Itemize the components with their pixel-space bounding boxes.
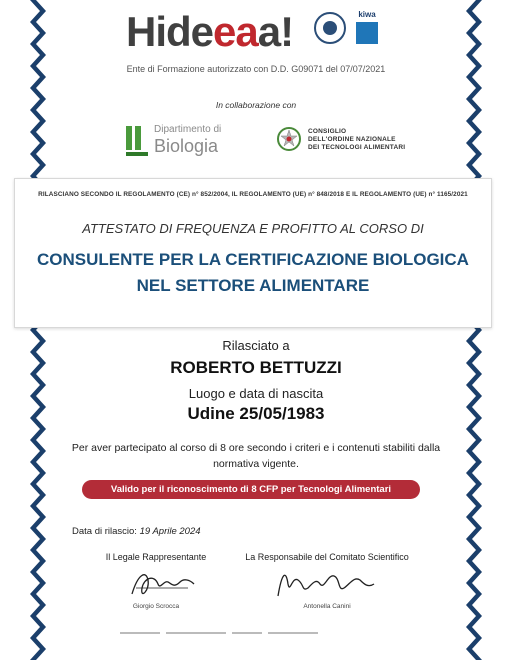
chevron-mark — [30, 528, 46, 550]
footer-text-partial — [120, 632, 370, 640]
course-title: CONSULENTE PER LA CERTIFICAZIONE BIOLOGICA NEL SETTORE ALIMENTARE — [37, 250, 469, 295]
chevron-mark — [30, 44, 46, 66]
chevron-mark — [30, 616, 46, 638]
chevron-mark — [466, 638, 482, 660]
chevron-mark — [30, 22, 46, 44]
chevron-mark — [466, 132, 482, 154]
chevron-mark — [466, 44, 482, 66]
chevron-mark — [466, 22, 482, 44]
attestation-heading: ATTESTATO DI FREQUENZA E PROFITTO AL CORSO DI — [82, 221, 424, 236]
chevron-mark — [30, 594, 46, 616]
chevron-mark — [30, 110, 46, 132]
chevron-mark — [30, 638, 46, 660]
signature-canini-image — [272, 566, 382, 602]
cfp-badge: Valido per il riconoscimento di 8 CFP per Tecnologi Alimentari — [82, 480, 420, 499]
chevron-mark — [466, 440, 482, 462]
signatory-name-scrocca: Giorgio Scrocca — [132, 603, 180, 610]
signatory-name-canini: Antonella Canini — [303, 603, 351, 610]
signature-scrocca-image — [128, 566, 200, 602]
scientific-committee-role: La Responsabile del Comitato Scientifico — [245, 552, 409, 562]
authorization-text: Ente di Formazione autorizzato con D.D. G09071 del 07/07/2021 — [126, 64, 386, 74]
regulations-text: RILASCIANO SECONDO IL REGOLAMENTO (CE) n° 852/2004, IL REGOLAMENTO (UE) n° 848/2018 E IL REGOLAMENTO (UE) n° 1165/2021 — [38, 191, 468, 198]
kiwa-label: kiwa — [358, 10, 376, 19]
biologia-mark-icon — [126, 126, 148, 156]
chevron-mark — [466, 528, 482, 550]
recipient-name: ROBERTO BETTUZZI — [170, 358, 342, 377]
chevron-mark — [466, 506, 482, 528]
chevron-mark — [466, 462, 482, 484]
chevron-mark — [30, 550, 46, 572]
chevron-mark — [30, 484, 46, 506]
kiwa-logo-icon — [356, 22, 378, 44]
chevron-mark — [466, 594, 482, 616]
chevron-mark — [466, 572, 482, 594]
chevron-mark — [30, 132, 46, 154]
issued-to-label: Rilasciato a — [222, 338, 290, 353]
birth-value: Udine 25/05/1983 — [187, 404, 325, 423]
chevron-mark — [466, 616, 482, 638]
chevron-mark — [30, 506, 46, 528]
accredia-seal-icon — [314, 12, 346, 44]
chevron-mark — [466, 110, 482, 132]
chevron-mark — [30, 572, 46, 594]
chevron-mark — [466, 484, 482, 506]
chevron-mark — [466, 154, 482, 176]
chevron-mark — [466, 0, 482, 22]
chevron-mark — [30, 462, 46, 484]
italian-emblem-icon — [276, 124, 302, 154]
chevron-mark — [466, 550, 482, 572]
chevron-mark — [30, 440, 46, 462]
chevron-mark — [30, 154, 46, 176]
legal-representative-role: Il Legale Rappresentante — [105, 552, 207, 562]
course-band — [14, 178, 492, 328]
hideea-logo: Hideeaa! — [126, 8, 294, 55]
birth-label: Luogo e data di nascita — [188, 386, 324, 401]
issue-date: Data di rilascio: 19 Aprile 2024 — [72, 526, 201, 537]
course-description: Per aver partecipato al corso di 8 ore secondo i criteri e i contenuti stabiliti dalla normativa vigente. — [71, 442, 441, 470]
chevron-mark — [30, 0, 46, 22]
collaboration-label: In collaborazione con — [215, 100, 297, 110]
